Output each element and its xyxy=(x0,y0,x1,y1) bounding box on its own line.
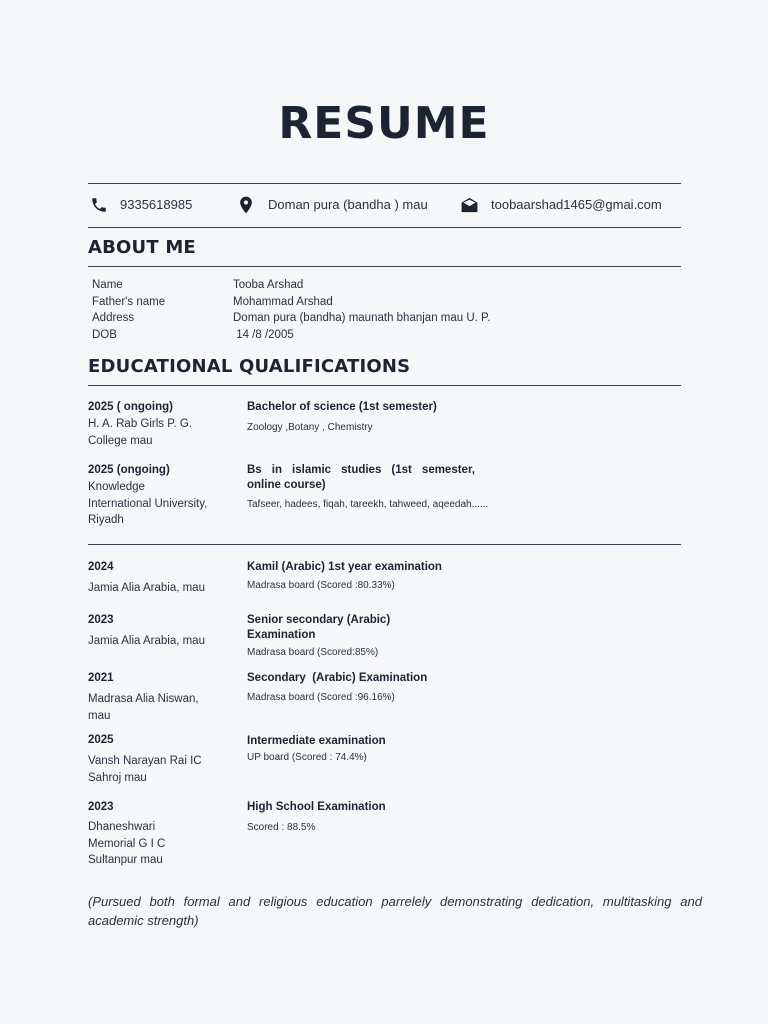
entry-year: 2025 xyxy=(88,734,114,746)
email-text: toobaarshad1465@gmai.com xyxy=(491,197,662,212)
phone-icon xyxy=(90,195,108,215)
entry-year: 2021 xyxy=(88,672,114,684)
about-label-name: Name xyxy=(92,279,123,291)
entry-year: 2023 xyxy=(88,801,114,813)
divider xyxy=(88,385,681,386)
envelope-icon xyxy=(460,195,479,215)
about-label-father: Father's name xyxy=(92,296,166,308)
entry-detail: Madrasa board (Scored:85%) xyxy=(247,647,379,658)
divider xyxy=(88,266,681,267)
entry-detail: UP board (Scored : 74.4%) xyxy=(247,752,367,763)
education-note: (Pursued both formal and religious education parrelely demonstrating dedication, multitasking and academic strength) xyxy=(88,894,702,928)
about-label-address: Address xyxy=(92,312,135,324)
entry-course: High School Examination xyxy=(247,801,386,813)
entry-course: Bachelor of science (1st semester) xyxy=(247,401,437,413)
entry-detail: Madrasa board (Scored :80.33%) xyxy=(247,580,395,591)
entry-institution: Jamia Alia Arabia, mau xyxy=(88,582,205,594)
about-value-father: Mohammad Arshad xyxy=(233,296,333,308)
entry-institution: H. A. Rab Girls P. G. College mau xyxy=(88,418,192,447)
entry-year: 2025 (ongoing) xyxy=(88,464,170,476)
entry-course: Bs in islamic studies (1st semester, online course) xyxy=(247,464,475,491)
divider xyxy=(88,183,681,184)
entry-course: Kamil (Arabic) 1st year examination xyxy=(247,561,442,573)
education-heading: EDUCATIONAL QUALIFICATIONS xyxy=(88,356,411,377)
entry-institution: Vansh Narayan Rai IC Sahroj mau xyxy=(88,755,202,784)
about-value-dob: 14 /8 /2005 xyxy=(233,329,294,341)
phone-number: 9335618985 xyxy=(120,197,193,212)
entry-institution: Jamia Alia Arabia, mau xyxy=(88,635,205,647)
divider xyxy=(88,544,681,545)
entry-institution: Madrasa Alia Niswan, mau xyxy=(88,693,199,722)
entry-course: Intermediate examination xyxy=(247,735,386,747)
entry-course: Secondary (Arabic) Examination xyxy=(247,672,428,684)
entry-year: 2023 xyxy=(88,614,114,626)
entry-institution: Knowledge International University, Riyadh xyxy=(88,481,208,526)
entry-detail: Zoology ,Botany , Chemistry xyxy=(247,422,373,433)
about-heading: ABOUT ME xyxy=(88,237,196,258)
entry-institution: Dhaneshwari Memorial G I C Sultanpur mau xyxy=(88,821,166,866)
about-label-dob: DOB xyxy=(92,329,117,341)
entry-detail: Scored : 88.5% xyxy=(247,822,316,833)
entry-detail: Tafseer, hadees, fiqah, tareekh, tahweed, aqeedah...... xyxy=(247,499,489,510)
location-text: Doman pura (bandha ) mau xyxy=(268,197,428,212)
resume-title: RESUME xyxy=(278,98,490,149)
divider xyxy=(88,227,681,228)
location-pin-icon xyxy=(236,194,256,216)
entry-course: Senior secondary (Arabic) Examination xyxy=(247,614,391,641)
about-value-address: Doman pura (bandha) maunath bhanjan mau U. P. xyxy=(233,312,491,324)
entry-detail: Madrasa board (Scored :96.16%) xyxy=(247,692,395,703)
entry-year: 2024 xyxy=(88,561,114,573)
entry-year: 2025 ( ongoing) xyxy=(88,401,173,413)
about-value-name: Tooba Arshad xyxy=(233,279,304,291)
